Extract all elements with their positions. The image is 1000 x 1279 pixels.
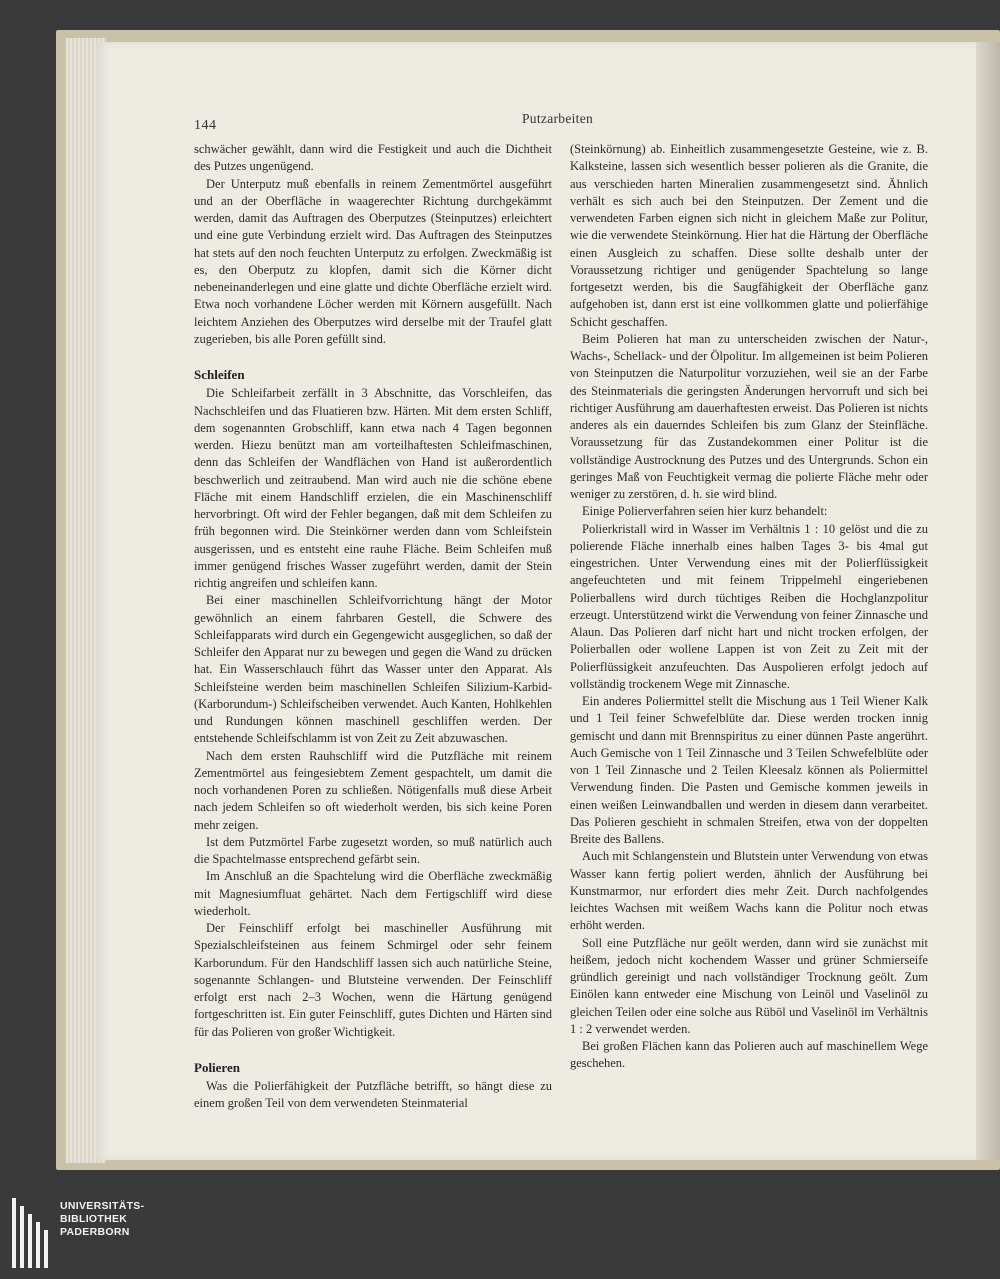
right-text-column [570, 141, 928, 1073]
paragraph: Was die Polierfähigkeit der Putzfläche betrifft, so hängt diese zu einem großen Teil von dem verwendeten Steinmaterial [194, 1079, 552, 1111]
logo-line-2: BIBLIOTHEK [60, 1213, 128, 1225]
paragraph: Bei großen Flächen kann das Polieren auch auf maschinellem Wege geschehen. [570, 1039, 928, 1071]
page-number: 144 [194, 118, 217, 133]
paragraph: Bei einer maschinellen Schleifvorrichtung hängt der Motor gewöhnlich an einem fahrbaren Gestell, die Schwere des Schleifapparats wird durch ein Gegengewicht ausgeglichen, so daß der Schleifer den Apparat nur zu bewegen und gegen die Wand zu drücken hat. Ein Wasserschlauch führt das Wasser unter den Apparat. Als Schleifsteine werden beim maschinellen Schleifen Silizium-Karbid- (Karborundum-) Schleifscheiben verwendet. Auch Kanten, Hohlkehlen und Rundungen können maschinell geschliffen werden. Der entstehende Schleifschlamm ist von Zeit zu Zeit abzuwaschen. [194, 593, 552, 746]
paragraph: Polierkristall wird in Wasser im Verhältnis 1 : 10 gelöst und die zu polierende Fläche innerhalb eines halben Tages 3- bis 4mal gut eingestrichen. Unter Verwendung eines mit der Polierflüssigkeit angefeuchteten und mit feinem Trippelmehl eingeriebenen Polierballens wird durch tüchtiges Reiben die Hochglanzpolitur erzeugt. Unterstützend wirkt die Verwendung von feiner Zinnasche und Alaun. Das Polieren darf nicht hart und nicht trocken erfolgen, der Polierballen oder wollene Lappen ist von Zeit zu Zeit mit der Polierflüssigkeit anzufeuchten. Das Auspolieren erfolgt jedoch auf vollständig trockenem Wege mit Zinnasche. [570, 521, 928, 691]
paragraph: Auch mit Schlangenstein und Blutstein unter Verwendung von etwas Wasser kann fertig poliert werden, ähnlich der Ausführung bei Kunstmarmor, nur erfordert dies mehr Zeit. Durch nachfolgendes leichtes Wachsen mit weißem Wachs kann die Politur noch etwas erhöht werden. [570, 849, 928, 933]
paragraph: Ist dem Putzmörtel Farbe zugesetzt worden, so muß natürlich auch die Spachtelmasse entsprechend gefärbt sein. [194, 834, 552, 866]
paragraph: Einige Polierverfahren seien hier kurz behandelt: [582, 504, 828, 519]
paragraph: Im Anschluß an die Spachtelung wird die Oberfläche zweckmäßig mit Magnesiumfluat gehärtet. Nach dem Fertigschliff wird diese wiederholt. [194, 869, 552, 918]
library-logo-icon [10, 1196, 54, 1272]
section-heading: Polieren [194, 1059, 240, 1075]
running-head: Putzarbeiten [522, 111, 594, 126]
logo-line-1: UNIVERSITÄTS- [60, 1200, 145, 1212]
logo-line-3: PADERBORN [60, 1226, 130, 1238]
paragraph: schwächer gewählt, dann wird die Festigkeit und auch die Dichtheit des Putzes ungenügend. [194, 142, 552, 174]
paragraph: (Steinkörnung) ab. Einheitlich zusammengesetzte Gesteine, wie z. B. Kalksteine, lassen sich wesentlich besser polieren als die Granite, die aus verschieden harten Mineralien zusammengesetzt sind. Ähnlich verhält es sich auch bei den Steinputzen. Der Zement und die verwendeten Farben eignen sich nicht in gleichem Maße zur Politur, wie die verwendete Steinkörnung. Hier hat die Härtung der Oberfläche einen Ausgleich zu schaffen. Diese sollte deshalb unter der Voraussetzung richtiger und genügender Spachtelung so lange fortgesetzt werden, bis die Saugfähigkeit der Oberfläche ganz aufgehoben ist, dann erst ist eine vollkommen glatte und polierfähige Schicht geschaffen. [570, 142, 928, 329]
library-logo [10, 1196, 160, 1272]
paragraph: Der Unterputz muß ebenfalls in reinem Zementmörtel ausgeführt und an der Oberfläche in waagerechter Richtung durchgekämmt werden, damit das Auftragen des Oberputzes (Steinputzes) erleichtert und eine gute Verbindung erzielt wird. Das Auftragen des Steinputzes hat stets auf den noch feuchten Unterputz zu erfolgen. Zweckmäßig ist es, den Oberputz zu klopfen, damit sich die Körner dicht nebeneinanderlegen und eine glatte und dichte Oberfläche erzielt wird. Etwa noch vorhandene Löcher werden mit Körnern ausgefüllt. Nach leichtem Anziehen des Oberputzes wird derselbe mit der Traufel glatt zugerieben, bis alle Poren gefüllt sind. [194, 176, 552, 346]
page-gutter [976, 42, 1000, 1160]
left-text-column [194, 141, 552, 1113]
paragraph: Ein anderes Poliermittel stellt die Mischung aus 1 Teil Wiener Kalk und 1 Teil feiner Schwefelblüte dar. Diese werden trocken innig gemischt und dann mit Brennspiritus zu einer dünnen Paste angerührt. Auch Gemische von 1 Teil Zinnasche und 3 Teilen Schwefelblüte oder von 1 Teil Zinnasche und 2 Teilen Kleesalz können als Poliermittel Verwendung finden. Die Pasten und Gemische kommen jeweils in einen weißen Leinwandballen und werden in diesem dann verarbeitet. Das Polieren geschieht in schmalen Streifen, etwa von der doppelten Breite des Ballens. [570, 694, 928, 846]
paragraph: Soll eine Putzfläche nur geölt werden, dann wird sie zunächst mit heißem, jedoch nicht kochendem Wasser und grüner Schmierseife gründlich gereinigt und nach vollständiger Trocknung geölt. Zum Einölen kann entweder eine Mischung von Leinöl und Vaselinöl zu gleichen Teilen oder eine solche aus Rüböl und Vaselinöl im Verhältnis 1 : 2 verwendet werden. [570, 935, 928, 1036]
paragraph: Beim Polieren hat man zu unterscheiden zwischen der Natur-, Wachs-, Schellack- und der Ölpolitur. Im allgemeinen ist beim Polieren von Steinputzen die Naturpolitur vorzuziehen, weil sie an der Farbe des Steinmaterials die geringsten Änderungen hervorruft und sich bei richtiger Ausführung am dauerhaftesten erweist. Das Polieren ist nichts anderes als ein dauerndes Schleifen bis zum Glanz der Steinfläche. Voraussetzung für das Zustandekommen einer Politur ist die vollständige Austrocknung des Putzes und des Untergrunds. Schon ein geringes Maß von Feuchtigkeit vermag die polierte Fläche mehr oder weniger zu zerstören, d. h. sie wird blind. [570, 331, 928, 501]
paragraph: Der Feinschliff erfolgt bei maschineller Ausführung mit Spezialschleifsteinen aus feinem Schmirgel oder sehr feinem Karborundum. Für den Handschliff lassen sich auch natürliche Steine, sogenannte Schlangen- und Blutsteine verwenden. Der Feinschliff erfolgt erst nach 2–3 Wochen, wenn die Härtung genügend fortgeschritten ist. Ein guter Feinschliff, gutes Dichten und Härten sind für das Polieren von großer Wichtigkeit. [194, 921, 552, 1039]
library-logo-text [60, 1200, 144, 1239]
paragraph: Nach dem ersten Rauhschliff wird die Putzfläche mit reinem Zementmörtel aus feingesiebtem Zement gespachtelt, um damit die noch vorhandenen Poren zu schließen. Nötigenfalls muß diese Arbeit nach jedem Schleifen so oft wiederholt werden, bis sich keine Poren mehr zeigen. [194, 748, 552, 832]
paragraph: Die Schleifarbeit zerfällt in 3 Abschnitte, das Vorschleifen, das Nachschleifen und das Fluatieren bzw. Härten. Mit dem ersten Schliff, dem sogenannten Grobschliff, kann etwa nach 4 Tagen begonnen werden. Hiezu benützt man am vorteilhaftesten Schleifmaschinen, denn das Schleifen der Wandflächen von Hand ist außerordentlich beschwerlich und zeitraubend. Man wird auch nie die schöne ebene Fläche mit einem Handschliff erzielen, die ein Maschinenschliff hervorbringt. Oft wird der Fehler begangen, daß mit dem Schleifen zu früh begonnen wird. Die Steinkörner werden dann vom Schleifstein ausgerissen, und es entsteht eine rauhe Fläche. Beim Schleifen muß immer genügend frisches Wasser zugeführt werden, damit der Stein richtig angreifen und schleifen kann. [194, 386, 552, 590]
section-heading: Schleifen [194, 367, 245, 382]
